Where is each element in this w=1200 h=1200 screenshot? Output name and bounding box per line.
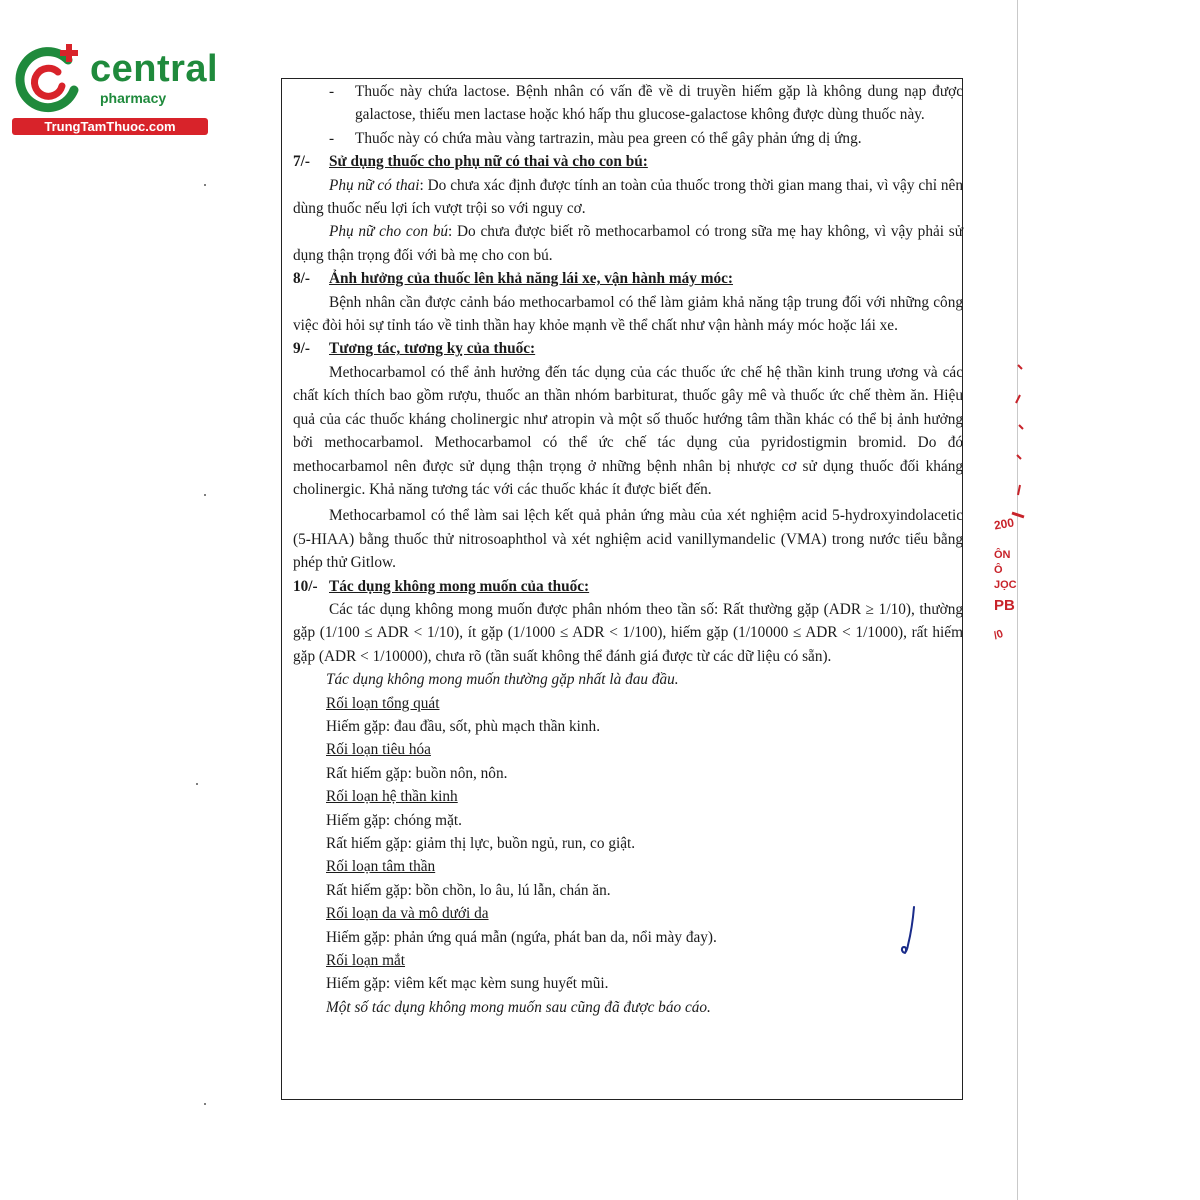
section-8-paragraph: Bệnh nhân cần được cảnh báo methocarbamol có thể làm giảm khả năng tập trung đối với những công việc đòi hỏi sự tỉnh táo về tinh thần hay khỏe mạnh về thể chất như vận hành máy móc hoặc lái xe. (293, 293, 963, 335)
handwritten-initial-icon (896, 905, 920, 957)
logo-mark-icon (12, 38, 92, 118)
adr-group-line: Hiếm gặp: chóng mặt. (326, 811, 462, 829)
adr-group-title: Rối loạn mắt (326, 952, 406, 970)
brand-subtitle: pharmacy (100, 90, 167, 106)
stamp-line-1: ÔN (994, 549, 1011, 561)
section-9-paragraph: Methocarbamol có thể ảnh hưởng đến tác dụng của các thuốc ức chế hệ thần kinh trung ương và các chất kích thích bao gồm rượu, thuốc an thần nhóm barbiturat, thuốc gây mê và thuốc ức chế thèm ăn. Hiệu quả của các thuốc kháng cholinergic như atropin và một số thuốc hướng tâm thần khác có thể bị ảnh hưởng bởi methocarbamol. Methocarbamol có thể ức chế tác dụng của pyridostigmin bromid. Do đó methocarbamol nên được sử dụng thận trọng ở những bệnh nhân bị nhược cơ sử dụng thuốc đối kháng cholinergic. Khả năng tương tác với các thuốc khác ít được biết đến. (293, 363, 963, 498)
adr-group-line: Rất hiếm gặp: giảm thị lực, buồn ngủ, run, co giật. (326, 835, 636, 852)
section-10-closing: Một số tác dụng không mong muốn sau cũng đã được báo cáo. (326, 998, 711, 1016)
adr-group-line: Hiếm gặp: đau đầu, sốt, phù mạch thần kinh. (326, 717, 601, 735)
scan-speck (204, 184, 206, 186)
adr-group-title: Rối loạn tổng quát (326, 694, 440, 712)
scan-speck (204, 1103, 206, 1105)
stamp-line-2: Ô (994, 564, 1003, 576)
adr-group-title: Rối loạn hệ thần kinh (326, 788, 458, 806)
bullet-item: - Thuốc này chứa lactose. Bệnh nhân có vấn đề về di truyền hiếm gặp là không dung nạp được galactose, thiếu men lactase hoặc khó hấp thu glucose-galactose không được dùng thuốc này. (329, 83, 963, 124)
section-9-heading: 9/- Tương tác, tương kỵ của thuốc: (293, 340, 536, 358)
adr-group-line: Rất hiếm gặp: bồn chồn, lo âu, lú lẫn, chán ăn. (326, 881, 611, 899)
section-10-heading: 10/- Tác dụng không mong muốn của thuốc: (293, 577, 590, 595)
bullet-item: - Thuốc này có chứa màu vàng tartrazin, màu pea green có thể gây phản ứng dị ứng. (329, 129, 862, 147)
scan-speck (196, 783, 198, 785)
adr-group-line: Rất hiếm gặp: buồn nôn, nôn. (326, 764, 508, 782)
section-8-heading: 8/- Ảnh hưởng của thuốc lên khả năng lái xe, vận hành máy móc: (293, 270, 733, 288)
brand-logo (12, 38, 219, 138)
section-9-paragraph: Methocarbamol có thể làm sai lệch kết quả phản ứng màu của xét nghiệm acid 5-hydroxyindolacetic (5-HIAA) bằng thuốc thử nitrosoaphthol và xét nghiệm acid vanillymandelic (VMA) trong nước tiểu bằng phép thử Gitlow. (293, 507, 963, 572)
adr-group-line: Hiếm gặp: viêm kết mạc kèm sung huyết mũi. (326, 975, 609, 993)
section-7-heading: 7/- Sử dụng thuốc cho phụ nữ có thai và cho con bú: (293, 153, 648, 171)
brand-name: central (90, 48, 219, 90)
adr-group-title: Rối loạn da và mô dưới da (326, 905, 489, 923)
document-content (293, 80, 963, 1019)
scan-speck (204, 494, 206, 496)
stamp-year: 200 (992, 515, 1016, 533)
section-7-paragraph: Phụ nữ có thai: Do chưa xác định được tính an toàn của thuốc trong thời gian mang thai, vì vậy chỉ nên dùng thuốc nếu lợi ích vượt trội so với nguy cơ. (293, 176, 963, 218)
stamp-line-3: JỌC (994, 579, 1017, 591)
adr-group-title: Rối loạn tâm thần (326, 858, 436, 876)
section-10-note: Tác dụng không mong muốn thường gặp nhất là đau đầu. (326, 671, 679, 689)
adr-group-title: Rối loạn tiêu hóa (326, 741, 431, 759)
section-7-paragraph: Phụ nữ cho con bú: Do chưa được biết rõ methocarbamol có trong sữa mẹ hay không, vì vậy phải sử dụng thận trọng đối với bà mẹ cho con bú. (293, 223, 963, 264)
stamp-line-4: PB (994, 597, 1015, 614)
stamp-line-5: /0 (992, 627, 1005, 643)
brand-site-banner: TrungTamThuoc.com (12, 118, 208, 135)
section-10-paragraph: Các tác dụng không mong muốn được phân nhóm theo tần số: Rất thường gặp (ADR ≥ 1/10), thường gặp (1/100 ≤ ADR < 1/10), ít gặp (1/1000 ≤ ADR < 1/100), hiếm gặp (1/10000 ≤ ADR < 1/1000), rất hiếm gặp (ADR < 1/10000), chưa rõ (tần suất không thể đánh giá được từ các dữ liệu có sẵn). (293, 600, 963, 665)
adr-group-line: Hiếm gặp: phản ứng quá mẫn (ngứa, phát ban da, nổi mày đay). (326, 928, 717, 946)
